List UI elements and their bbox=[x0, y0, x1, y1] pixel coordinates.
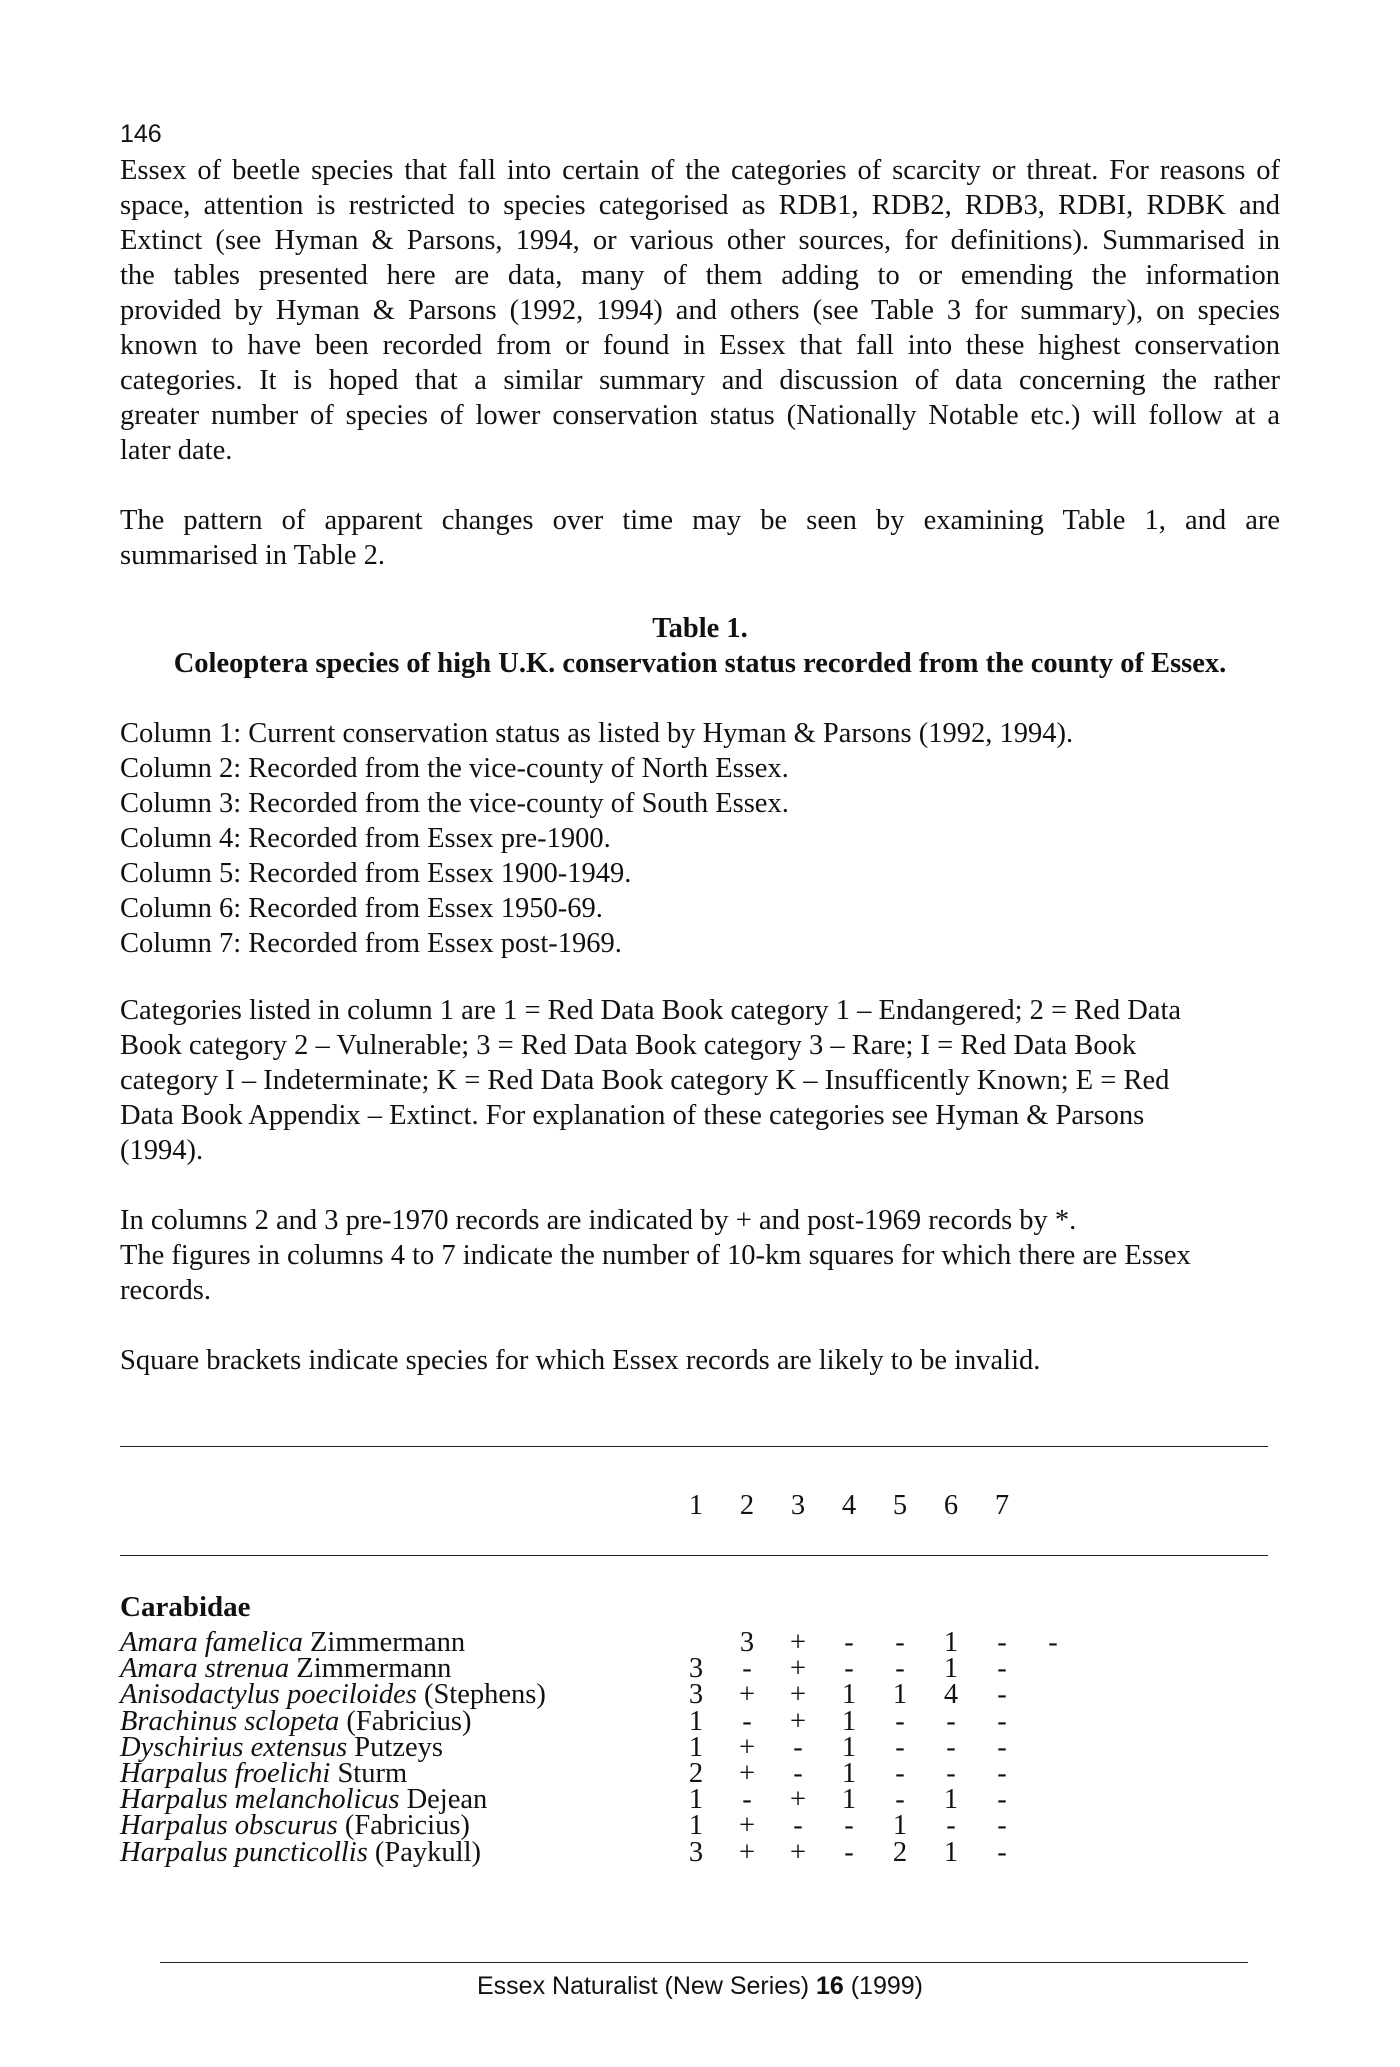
publication-year: (1999) bbox=[843, 1972, 923, 2000]
text-line: summarised in Table 2. bbox=[120, 540, 386, 571]
page-footer bbox=[120, 1970, 1280, 2002]
species-binomial: Amara strenua bbox=[120, 1653, 290, 1685]
table-row bbox=[0, 1835, 1400, 1870]
column-header: 2 bbox=[739, 1490, 755, 1521]
table-cell: 1 bbox=[943, 1627, 959, 1658]
family-heading: Carabidae bbox=[120, 1591, 251, 1623]
table-cell: 1 bbox=[688, 1810, 704, 1842]
table-cell: 1 bbox=[841, 1731, 857, 1763]
table-cell: + bbox=[738, 1836, 756, 1868]
text-line: Data Book Appendix – Extinct. For explanation of these categories see Hyman & Parsons bbox=[120, 1100, 1145, 1131]
table-cell: - bbox=[946, 1810, 956, 1842]
table-cell: 1 bbox=[841, 1705, 857, 1737]
column-header: 5 bbox=[892, 1490, 908, 1521]
table-cell: 2 bbox=[892, 1836, 908, 1868]
species-binomial: Brachinus sclopeta bbox=[120, 1705, 340, 1737]
table-cell: 3 bbox=[739, 1627, 755, 1658]
journal-name: Essex Naturalist (New Series) bbox=[476, 1972, 816, 2000]
table-cell: - bbox=[844, 1627, 854, 1658]
table-cell: - bbox=[895, 1731, 905, 1763]
table-cell: 1 bbox=[841, 1784, 857, 1816]
text-line: In columns 2 and 3 pre-1970 records are indicated by + and post-1969 records by *. bbox=[120, 1205, 1077, 1236]
table-cell: 1 bbox=[943, 1836, 959, 1868]
table-cell: + bbox=[789, 1627, 807, 1658]
table-cell: - bbox=[742, 1784, 752, 1816]
table-cell: - bbox=[997, 1705, 1007, 1737]
species-binomial: Anisodactylus poeciloides bbox=[120, 1679, 417, 1711]
table-cell: - bbox=[793, 1758, 803, 1789]
text-line: Categories listed in column 1 are 1 = Red Data Book category 1 – Endangered; 2 = Red Data bbox=[120, 995, 1182, 1026]
species-binomial: Amara famelica bbox=[120, 1627, 303, 1658]
bracket-note bbox=[120, 1343, 1300, 1378]
table-cell: - bbox=[844, 1836, 854, 1868]
intro-paragraph bbox=[120, 153, 1280, 468]
species-author: (Fabricius) bbox=[337, 1810, 470, 1842]
table-cell: - bbox=[997, 1836, 1007, 1868]
table-cell: 1 bbox=[841, 1758, 857, 1789]
species-binomial: Dyschirius extensus bbox=[120, 1731, 348, 1763]
table-cell: - bbox=[946, 1731, 956, 1763]
table-cell: - bbox=[844, 1810, 854, 1842]
column-header: 1 bbox=[688, 1490, 704, 1521]
column-description: Column 6: Recorded from Essex 1950-69. bbox=[120, 893, 603, 924]
table-cell: 2 bbox=[688, 1758, 704, 1789]
pattern-paragraph bbox=[120, 503, 1280, 573]
categories-paragraph bbox=[120, 993, 1300, 1168]
table-cell: 3 bbox=[688, 1653, 704, 1685]
column-description: Column 7: Recorded from Essex post-1969. bbox=[120, 928, 622, 959]
text-line: records. bbox=[120, 1275, 211, 1306]
text-line: (1994). bbox=[120, 1135, 204, 1166]
table-cell: - bbox=[793, 1810, 803, 1842]
column-description: Column 3: Recorded from the vice-county of South Essex. bbox=[120, 788, 789, 819]
text-line: provided by Hyman & Parsons (1992, 1994) and others (see Table 3 for summary), on species bbox=[120, 295, 1280, 326]
text-line: The pattern of apparent changes over time may be seen by examining Table 1, and are bbox=[120, 505, 1280, 536]
text-line: categories. It is hoped that a similar summary and discussion of data concerning the rather bbox=[120, 365, 1280, 396]
column-header: 6 bbox=[943, 1490, 959, 1521]
table-cell: + bbox=[738, 1679, 756, 1711]
table-cell: + bbox=[738, 1758, 756, 1789]
column-description: Column 5: Recorded from Essex 1900-1949. bbox=[120, 858, 632, 889]
table-cell: + bbox=[789, 1784, 807, 1816]
table-cell: - bbox=[742, 1653, 752, 1685]
table-cell: - bbox=[997, 1627, 1007, 1658]
table-cell: - bbox=[895, 1627, 905, 1658]
table-cell: + bbox=[789, 1653, 807, 1685]
species-binomial: Harpalus melancholicus bbox=[120, 1784, 400, 1816]
table-cell: - bbox=[844, 1653, 854, 1685]
column-descriptions bbox=[120, 716, 1300, 961]
table-cell: + bbox=[789, 1705, 807, 1737]
column-description: Column 2: Recorded from the vice-county of North Essex. bbox=[120, 753, 789, 784]
species-author: Zimmermann bbox=[289, 1653, 452, 1685]
table-cell: - bbox=[742, 1705, 752, 1737]
table-cell: - bbox=[895, 1758, 905, 1789]
table-cell: + bbox=[738, 1731, 756, 1763]
footer-rule bbox=[160, 1962, 1248, 1963]
text-line: Essex of beetle species that fall into certain of the categories of scarcity or threat. For reasons of bbox=[120, 155, 1280, 186]
table-cell: 1 bbox=[841, 1679, 857, 1711]
table-cell: - bbox=[895, 1653, 905, 1685]
text-line: later date. bbox=[120, 435, 233, 466]
page-number: 146 bbox=[120, 120, 162, 148]
table-top-rule bbox=[120, 1446, 1268, 1447]
column-header: 7 bbox=[994, 1490, 1010, 1521]
species-binomial: Harpalus froelichi bbox=[120, 1758, 331, 1789]
table-cell: 4 bbox=[943, 1679, 959, 1711]
table-cell: - bbox=[895, 1784, 905, 1816]
species-author: (Stephens) bbox=[416, 1679, 546, 1711]
table-cell: 1 bbox=[688, 1784, 704, 1816]
table-cell: 3 bbox=[688, 1679, 704, 1711]
table-cell: - bbox=[997, 1810, 1007, 1842]
table-cell: 1 bbox=[688, 1705, 704, 1737]
text-line: the tables presented here are data, many of them adding to or emending the information bbox=[120, 260, 1280, 291]
species-author: Zimmermann bbox=[302, 1627, 466, 1658]
volume-number: 16 bbox=[815, 1972, 844, 2000]
text-line: Extinct (see Hyman & Parsons, 1994, or various other sources, for definitions). Summarised in bbox=[120, 225, 1280, 256]
column-description: Column 4: Recorded from Essex pre-1900. bbox=[120, 823, 611, 854]
table-cell: - bbox=[997, 1653, 1007, 1685]
table-cell: 1 bbox=[892, 1810, 908, 1842]
species-author: (Paykull) bbox=[367, 1836, 481, 1868]
column-header: 3 bbox=[790, 1490, 806, 1521]
table-cell: - bbox=[895, 1705, 905, 1737]
table-cell: + bbox=[738, 1810, 756, 1842]
table-cell: 1 bbox=[943, 1784, 959, 1816]
table-cell: - bbox=[946, 1758, 956, 1789]
table-cell: - bbox=[997, 1758, 1007, 1789]
table-cell: 1 bbox=[892, 1679, 908, 1711]
text-line: Book category 2 – Vulnerable; 3 = Red Data Book category 3 – Rare; I = Red Data Book bbox=[120, 1030, 1137, 1061]
text-line: Square brackets indicate species for which Essex records are likely to be invalid. bbox=[120, 1345, 1041, 1376]
table-cell: 3 bbox=[688, 1836, 704, 1868]
table-cell: - bbox=[946, 1705, 956, 1737]
column-description: Column 1: Current conservation status as listed by Hyman & Parsons (1992, 1994). bbox=[120, 718, 1074, 749]
text-line: greater number of species of lower conservation status (Nationally Notable etc.) will follow at a bbox=[120, 400, 1280, 431]
species-author: Putzeys bbox=[347, 1731, 443, 1763]
text-line: space, attention is restricted to species categorised as RDB1, RDB2, RDB3, RDBI, RDBK and bbox=[120, 190, 1280, 221]
column-header: 4 bbox=[841, 1490, 857, 1521]
table-cell: 1 bbox=[943, 1653, 959, 1685]
species-author: Sturm bbox=[330, 1758, 408, 1789]
text-line: category I – Indeterminate; K = Red Data Book category K – Insufficently Known; E = Red bbox=[120, 1065, 1170, 1096]
symbols-paragraph bbox=[120, 1203, 1300, 1308]
table-cell: - bbox=[1048, 1627, 1058, 1658]
species-binomial: Harpalus puncticollis bbox=[120, 1836, 368, 1868]
table-header-rule bbox=[120, 1555, 1268, 1556]
table-title: Table 1. bbox=[652, 613, 748, 644]
table-cell: - bbox=[997, 1784, 1007, 1816]
species-author: (Fabricius) bbox=[339, 1705, 472, 1737]
table-cell: - bbox=[997, 1731, 1007, 1763]
species-author: Dejean bbox=[399, 1784, 488, 1816]
table-cell: - bbox=[997, 1679, 1007, 1711]
table-cell: + bbox=[789, 1679, 807, 1711]
text-line: The figures in columns 4 to 7 indicate the number of 10-km squares for which there are Essex bbox=[120, 1240, 1191, 1271]
table-cell: - bbox=[793, 1731, 803, 1763]
table-caption: Coleoptera species of high U.K. conservation status recorded from the county of Essex. bbox=[173, 648, 1227, 679]
text-line: known to have been recorded from or found in Essex that fall into these highest conservation bbox=[120, 330, 1280, 361]
table-cell: 1 bbox=[688, 1731, 704, 1763]
table-cell: + bbox=[789, 1836, 807, 1868]
species-binomial: Harpalus obscurus bbox=[120, 1810, 338, 1842]
species-name bbox=[120, 1835, 481, 1870]
